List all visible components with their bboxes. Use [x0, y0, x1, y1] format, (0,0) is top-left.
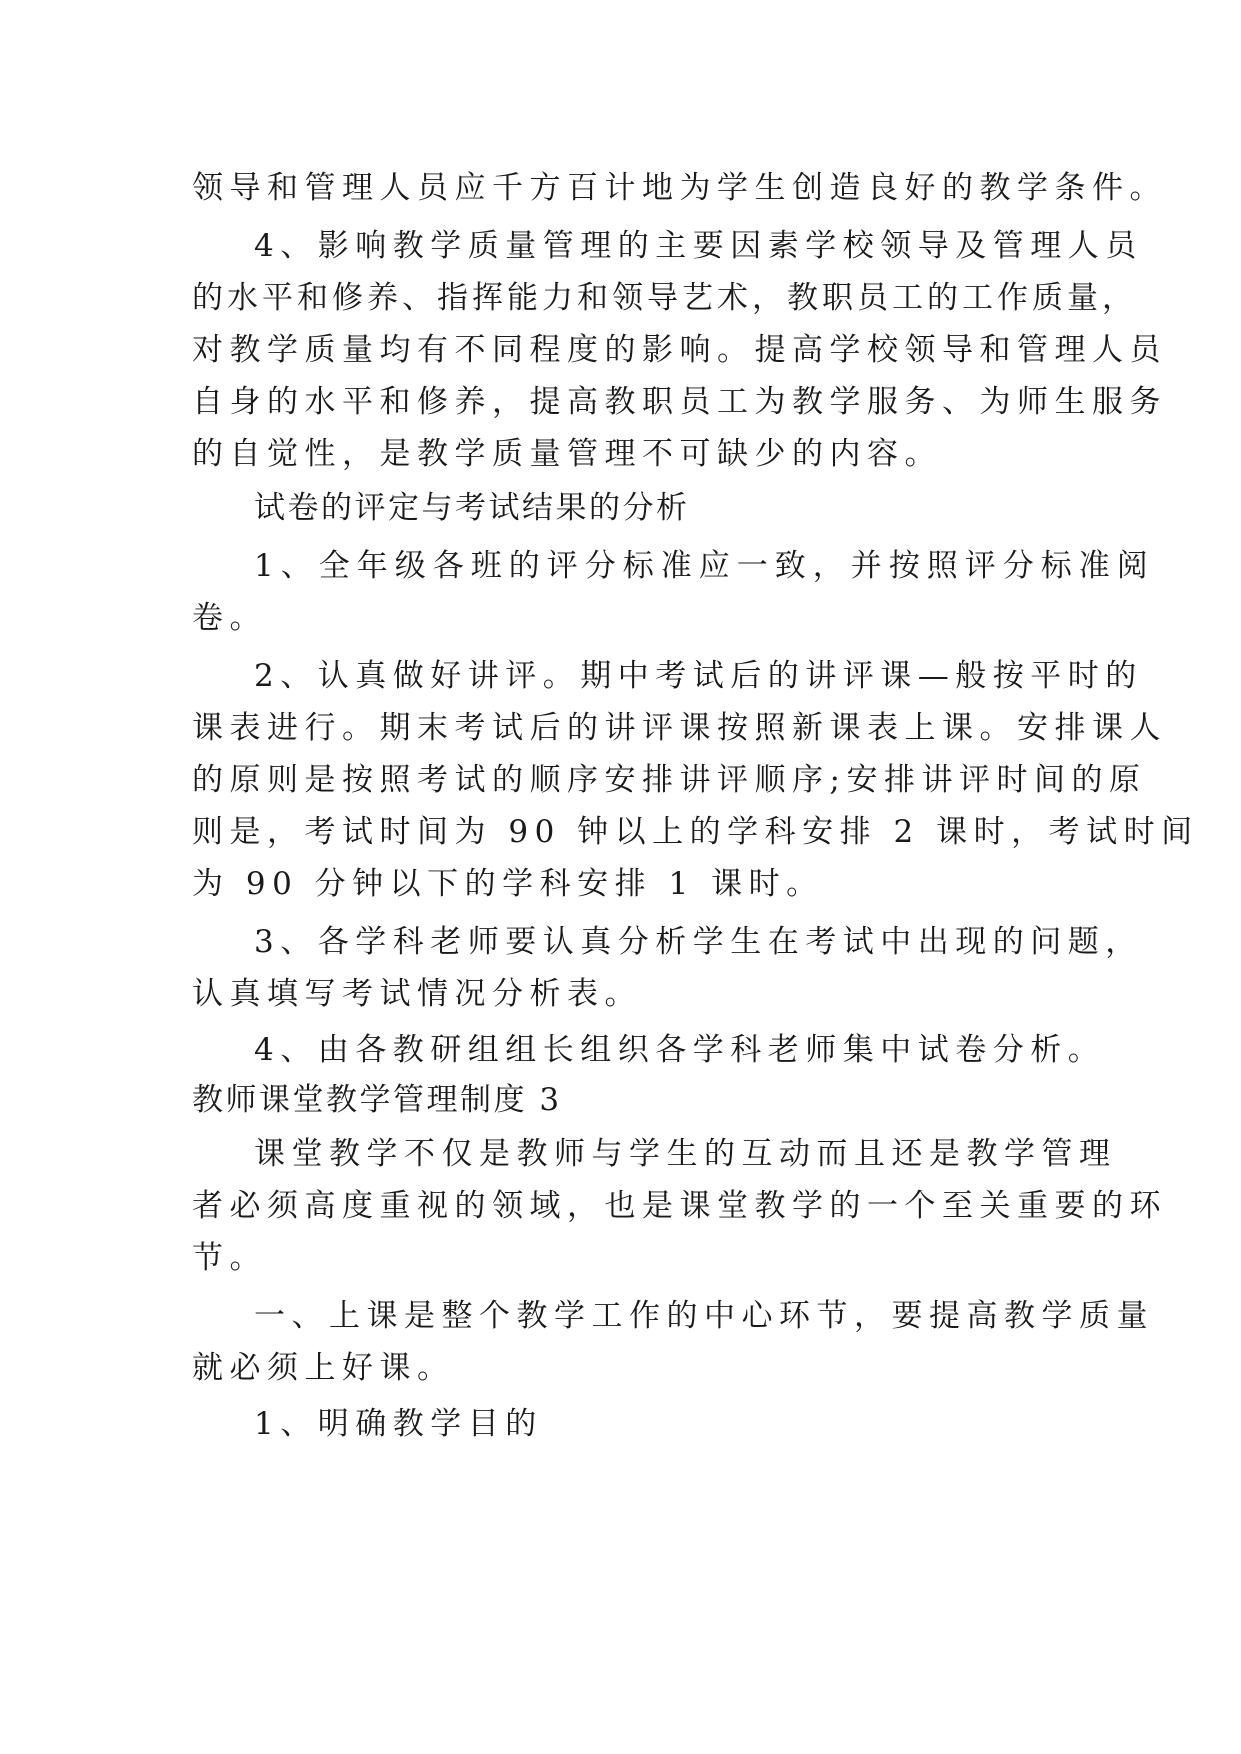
paragraph-line: 课堂教学不仅是教师与学生的互动而且还是教学管理	[254, 1136, 1117, 1172]
paragraph-line: 卷。	[192, 600, 267, 636]
paragraph-line: 2、认真做好讲评。期中考试后的讲评课—般按平时的	[254, 658, 1143, 694]
paragraph-line: 1、明确教学目的	[254, 1406, 543, 1442]
paragraph-line: 认真填写考试情况分析表。	[192, 976, 642, 1012]
section-heading: 试卷的评定与考试结果的分析	[254, 490, 690, 526]
paragraph-line: 课表进行。期末考试后的讲评课按照新课表上课。安排课人	[192, 710, 1167, 746]
paragraph-line: 节。	[192, 1240, 267, 1276]
paragraph-line: 则是，考试时间为 90 钟以上的学科安排 2 课时，考试时间	[192, 814, 1199, 850]
paragraph-line: 就必须上好课。	[192, 1350, 455, 1386]
paragraph-line: 者必须高度重视的领域，也是课堂教学的一个至关重要的环	[192, 1188, 1167, 1224]
paragraph-line: 一、上课是整个教学工作的中心环节，要提高教学质量	[254, 1298, 1154, 1334]
paragraph-line: 的原则是按照考试的顺序安排讲评顺序;安排讲评时间的原	[192, 762, 1147, 798]
paragraph-line: 为 90 分钟以下的学科安排 1 课时。	[192, 866, 824, 902]
paragraph-line: 4、影响教学质量管理的主要因素学校领导及管理人员	[254, 228, 1143, 264]
paragraph-line: 3、各学科老师要认真分析学生在考试中出现的问题，	[254, 924, 1143, 960]
paragraph-line: 领导和管理人员应千方百计地为学生创造良好的教学条件。	[192, 170, 1167, 206]
section-title: 教师课堂教学管理制度 3	[192, 1082, 562, 1118]
paragraph-line: 4、由各教研组组长组织各学科老师集中试卷分析。	[254, 1032, 1106, 1068]
paragraph-line: 对教学质量均有不同程度的影响。提高学校领导和管理人员	[192, 332, 1167, 368]
paragraph-line: 的水平和修养、指挥能力和领导艺术，教职员工的工作质量，	[192, 280, 1137, 316]
paragraph-line: 的自觉性，是教学质量管理不可缺少的内容。	[192, 436, 942, 472]
paragraph-line: 1、全年级各班的评分标准应一致，并按照评分标准阅	[254, 548, 1155, 584]
paragraph-line: 自身的水平和修养，提高教职员工为教学服务、为师生服务	[192, 384, 1167, 420]
